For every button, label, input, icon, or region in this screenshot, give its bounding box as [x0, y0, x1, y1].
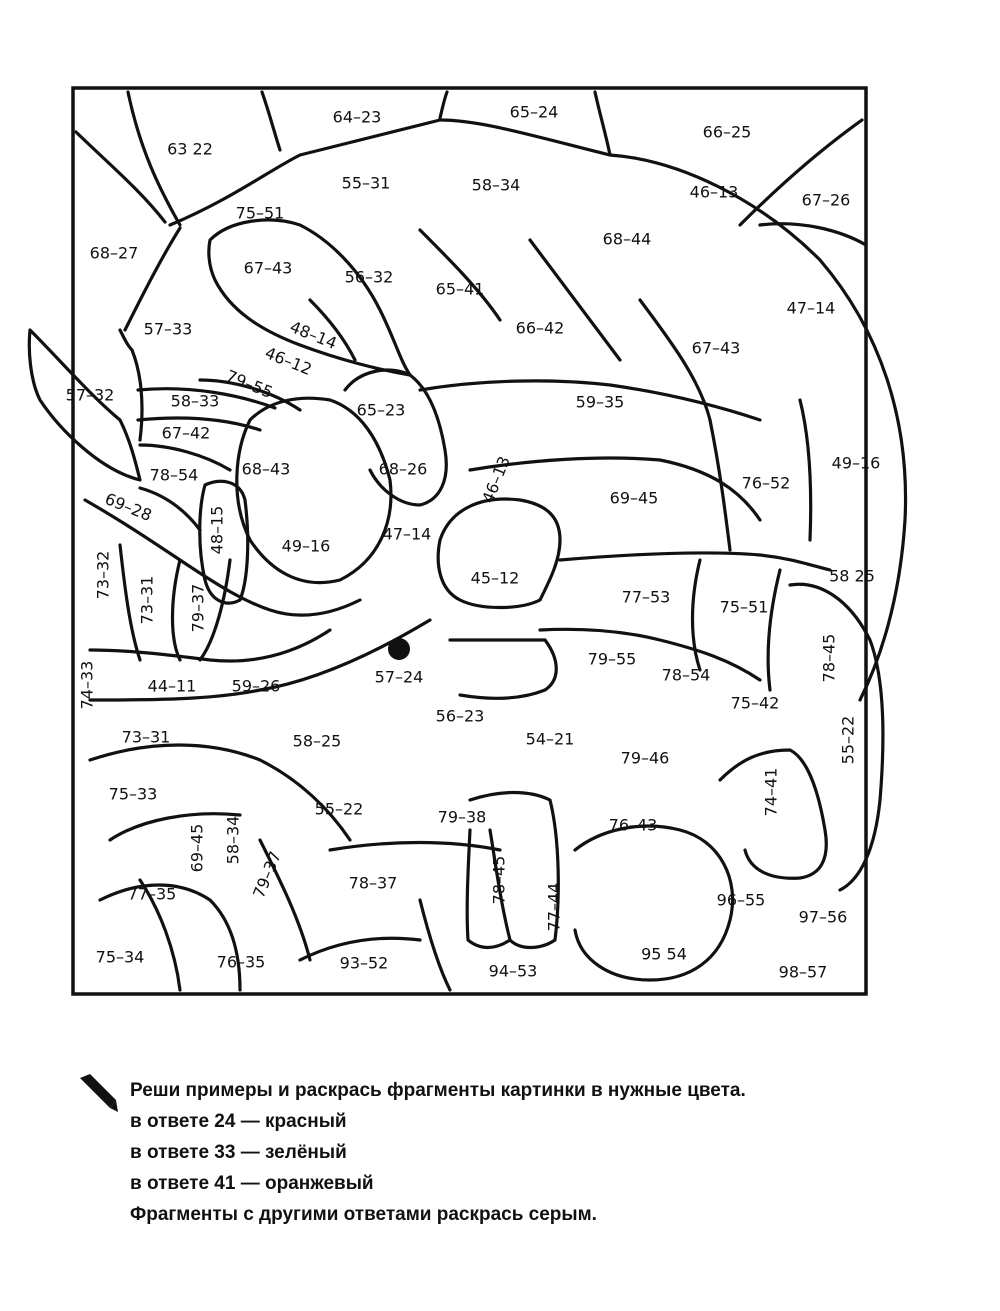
expression-label: 59–26 [231, 676, 281, 696]
expression-label: 55–31 [341, 173, 391, 193]
expression-label: 73–31 [137, 575, 157, 625]
expression-label: 67–43 [243, 258, 293, 278]
expression-label: 58–34 [223, 815, 243, 865]
expression-label: 94–53 [488, 961, 538, 981]
expression-label: 69–45 [187, 823, 207, 873]
expression-label: 76–35 [216, 952, 266, 972]
expression-label: 66–25 [702, 122, 752, 142]
expression-label: 79–55 [587, 649, 637, 669]
expression-label: 68–44 [602, 229, 652, 249]
expression-label: 58 25 [829, 566, 875, 586]
expression-label: 57–32 [65, 385, 115, 405]
expression-label: 69–28 [102, 489, 155, 526]
expression-label: 65–41 [435, 279, 485, 299]
expression-label: 46–13 [689, 182, 739, 202]
expression-label: 57–33 [143, 319, 193, 339]
expression-labels [66, 103, 881, 982]
expression-label: 56–32 [344, 267, 394, 287]
expression-label: 75–51 [235, 203, 285, 223]
expression-label: 78–54 [149, 465, 199, 485]
expression-label: 46–13 [478, 453, 515, 506]
expression-label: 77–53 [621, 587, 671, 607]
expression-label: 75–33 [108, 784, 158, 804]
instructions-block [80, 1075, 960, 1230]
expression-label: 66–42 [515, 318, 565, 338]
expression-label: 68–26 [378, 459, 428, 479]
expression-label: 57–24 [374, 667, 424, 687]
expression-label: 76–52 [741, 473, 791, 493]
expression-label: 49–16 [281, 536, 331, 556]
instruction-red: в ответе 24 — красный [130, 1111, 347, 1132]
expression-label: 73–31 [121, 727, 171, 747]
expression-label: 79–37 [188, 583, 208, 633]
expression-label: 48–15 [207, 505, 227, 555]
expression-label: 65–23 [356, 400, 406, 420]
expression-label: 56–23 [435, 706, 485, 726]
expression-label: 76–43 [608, 815, 658, 835]
expression-label: 59–35 [575, 392, 625, 412]
expression-label: 95 54 [641, 944, 687, 964]
expression-label: 67–42 [161, 423, 211, 443]
expression-label: 78–45 [819, 633, 839, 683]
expression-label: 97–56 [798, 907, 848, 927]
expression-label: 44–11 [147, 676, 197, 696]
expression-label: 69–45 [609, 488, 659, 508]
expression-label: 75–51 [719, 597, 769, 617]
expression-label: 58–34 [471, 175, 521, 195]
expression-label: 96–55 [716, 890, 766, 910]
expression-label: 73–32 [93, 550, 113, 600]
expression-label: 74–33 [77, 660, 97, 710]
expression-label: 46–12 [262, 343, 315, 380]
eye-dot [388, 638, 410, 660]
expression-label: 79–55 [223, 366, 276, 403]
expression-label: 65–24 [509, 102, 559, 122]
instruction-main: Реши примеры и раскрась фрагменты картинки в нужные цвета. [130, 1080, 746, 1101]
expression-label: 47–14 [382, 524, 432, 544]
expression-label: 98–57 [778, 962, 828, 982]
expression-label: 63 22 [167, 139, 213, 159]
expression-label: 75–42 [730, 693, 780, 713]
instruction-orange: в ответе 41 — оранжевый [130, 1173, 374, 1194]
expression-label: 75–34 [95, 947, 145, 967]
expression-label: 45–12 [470, 568, 520, 588]
instruction-green: в ответе 33 — зелёный [130, 1142, 347, 1163]
expression-label: 47–14 [786, 298, 836, 318]
expression-label: 58–25 [292, 731, 342, 751]
expression-label: 78–45 [489, 855, 509, 905]
expression-label: 55–22 [838, 715, 858, 765]
expression-label: 79–37 [249, 848, 286, 901]
expression-label: 48–14 [287, 317, 340, 354]
expression-label: 58–33 [170, 391, 220, 411]
expression-label: 78–54 [661, 665, 711, 685]
expression-label: 68–27 [89, 243, 139, 263]
expression-label: 78–37 [348, 873, 398, 893]
expression-label: 64–23 [332, 107, 382, 127]
expression-label: 49–16 [831, 453, 881, 473]
expression-label: 74–41 [761, 767, 781, 817]
expression-label: 67–43 [691, 338, 741, 358]
expression-label: 77–44 [544, 882, 564, 932]
expression-label: 93–52 [339, 953, 389, 973]
expression-label: 54–21 [525, 729, 575, 749]
instruction-gray: Фрагменты с другими ответами раскрась серым. [130, 1204, 597, 1225]
expression-label: 67–26 [801, 190, 851, 210]
expression-label: 77–35 [127, 884, 177, 904]
expression-label: 55–22 [314, 799, 364, 819]
expression-label: 79–46 [620, 748, 670, 768]
region-outlines [29, 92, 905, 990]
expression-label: 79–38 [437, 807, 487, 827]
expression-label: 68–43 [241, 459, 291, 479]
